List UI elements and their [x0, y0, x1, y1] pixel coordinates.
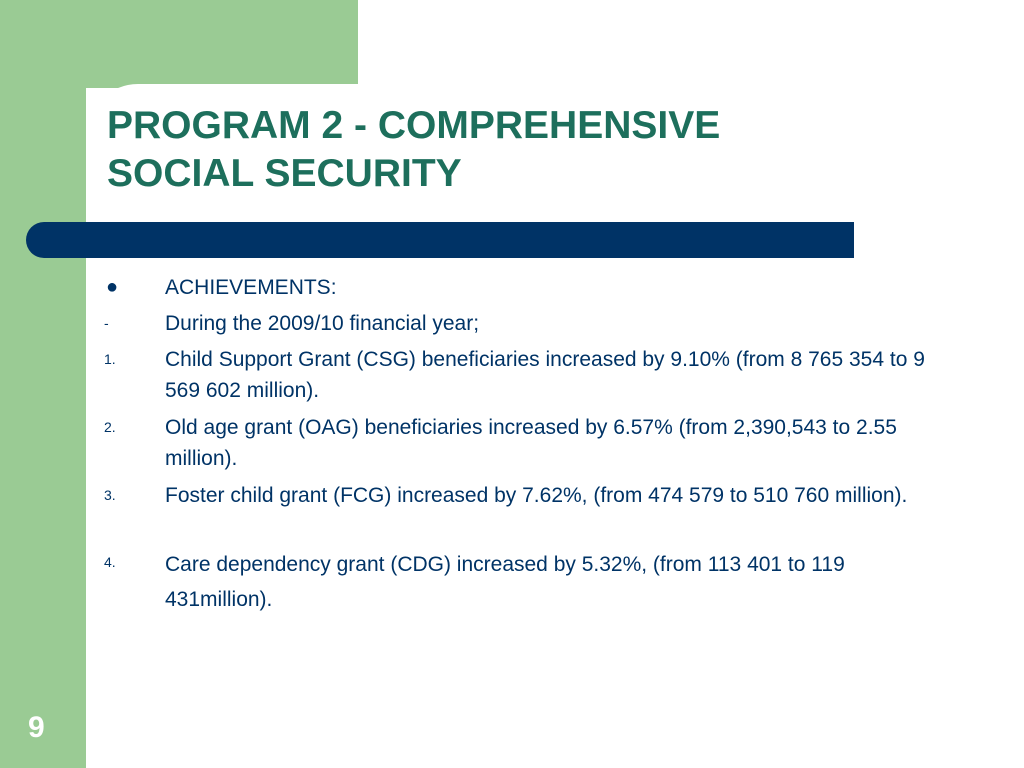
slide-title: PROGRAM 2 - COMPREHENSIVE SOCIAL SECURITY [107, 104, 721, 195]
list-marker: 2. [104, 419, 116, 435]
list-item-text: During the 2009/10 financial year; [165, 312, 480, 335]
list-marker: 3. [104, 487, 116, 503]
list-item-text: Child Support Grant (CSG) beneficiaries increased by 9.10% (from 8 765 354 to 9 569 602 million). [165, 348, 925, 402]
green-side-band [0, 0, 86, 768]
list-marker: 1. [104, 351, 116, 367]
list-marker: 4. [104, 554, 116, 570]
title-divider-bar [26, 222, 854, 258]
green-top-band [0, 0, 358, 88]
list-item-text: ACHIEVEMENTS: [165, 276, 337, 299]
bullet-icon: ● [106, 276, 119, 298]
list-item-text: Care dependency grant (CDG) increased by 5.32%, (from 113 401 to 119 431million). [165, 553, 845, 611]
list-item-text: Old age grant (OAG) beneficiaries increased by 6.57% (from 2,390,543 to 2.55 million). [165, 416, 897, 470]
page-number: 9 [28, 711, 45, 744]
list-marker: - [104, 315, 109, 331]
list-item-text: Foster child grant (FCG) increased by 7.62%, (from 474 579 to 510 760 million). [165, 484, 908, 507]
